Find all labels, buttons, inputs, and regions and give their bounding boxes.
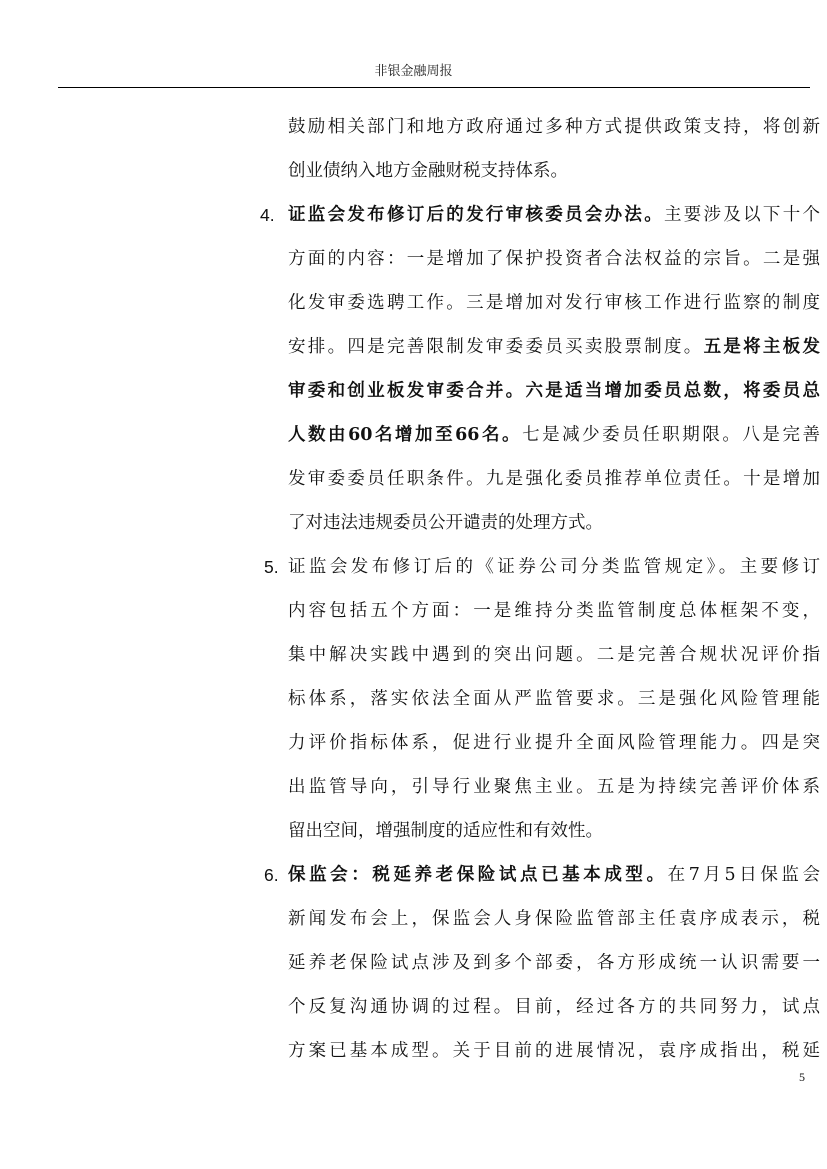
bold-text: 五是将主板发 <box>703 337 821 357</box>
text-line: 内容包括五个方面：一是维持分类监管制度总体框架不变， <box>288 601 820 621</box>
text-line: 集中解决实践中遇到的突出问题。二是完善合规状况评价指 <box>288 645 820 665</box>
text-run: 七是减少委员任职期限。八是完善 <box>522 425 820 445</box>
bold-heading: 证监会发布修订后的发行审核委员会办法。 <box>288 205 664 225</box>
text-line <box>288 413 820 457</box>
page-number: 5 <box>799 1070 805 1084</box>
bold-text: 审委和创业板发审委合并。六是适当增加委员总数，将委员总 <box>288 381 820 401</box>
text-line: 延养老保险试点涉及到多个部委，各方形成统一认识需要一 <box>288 953 820 973</box>
bold-heading: 保监会：税延养老保险试点已基本成型。 <box>288 865 668 885</box>
text-line: 了对违法违规委员公开谴责的处理方式。 <box>288 513 603 533</box>
text-run: 主要涉及以下十个 <box>663 205 821 225</box>
text-line: 证监会发布修订后的《证券公司分类监管规定》。主要修订 <box>288 557 820 577</box>
list-number: 4. <box>260 205 275 225</box>
text-run: 安排。四是完善限制发审委委员买卖股票制度。 <box>288 337 704 357</box>
text-line: 化发审委选聘工作。三是增加对发行审核工作进行监察的制度 <box>288 293 820 313</box>
text-line: 留出空间，增强制度的适应性和有效性。 <box>288 821 603 841</box>
text-line <box>288 193 820 237</box>
bold-text: 人数由60名增加至66名。 <box>288 425 523 445</box>
list-number: 6. <box>264 865 279 885</box>
list-item-5 <box>260 545 820 853</box>
page-header-title: 非银金融周报 <box>374 64 453 79</box>
text-line: 新闻发布会上，保监会人身保险监管部主任袁序成表示，税 <box>288 909 820 929</box>
text-line: 方案已基本成型。关于目前的进展情况，袁序成指出，税延 <box>288 1041 820 1061</box>
text-line: 发审委委员任职条件。九是强化委员推荐单位责任。十是增加 <box>288 469 820 489</box>
text-line: 标体系，落实依法全面从严监管要求。三是强化风险管理能 <box>288 689 820 709</box>
list-number: 5. <box>264 557 279 577</box>
header-divider <box>58 87 810 88</box>
text-line: 方面的内容：一是增加了保护投资者合法权益的宗旨。二是强 <box>288 249 820 269</box>
text-line: 创业债纳入地方金融财税支持体系。 <box>288 161 568 181</box>
text-line <box>288 369 820 413</box>
text-line: 出监管导向，引导行业聚焦主业。五是为持续完善评价体系 <box>288 777 820 797</box>
list-item-6 <box>260 853 820 1073</box>
text-line <box>288 325 820 369</box>
list-item-4 <box>260 193 820 545</box>
text-line: 鼓励相关部门和地方政府通过多种方式提供政策支持，将创新 <box>288 117 820 137</box>
text-run: 在7月5日保监会 <box>667 865 820 885</box>
text-line: 个反复沟通协调的过程。目前，经过各方的共同努力，试点 <box>288 997 820 1017</box>
continued-paragraph <box>260 105 820 193</box>
document-body <box>260 105 820 1073</box>
text-line <box>288 853 820 897</box>
text-line: 力评价指标体系，促进行业提升全面风险管理能力。四是突 <box>288 733 820 753</box>
